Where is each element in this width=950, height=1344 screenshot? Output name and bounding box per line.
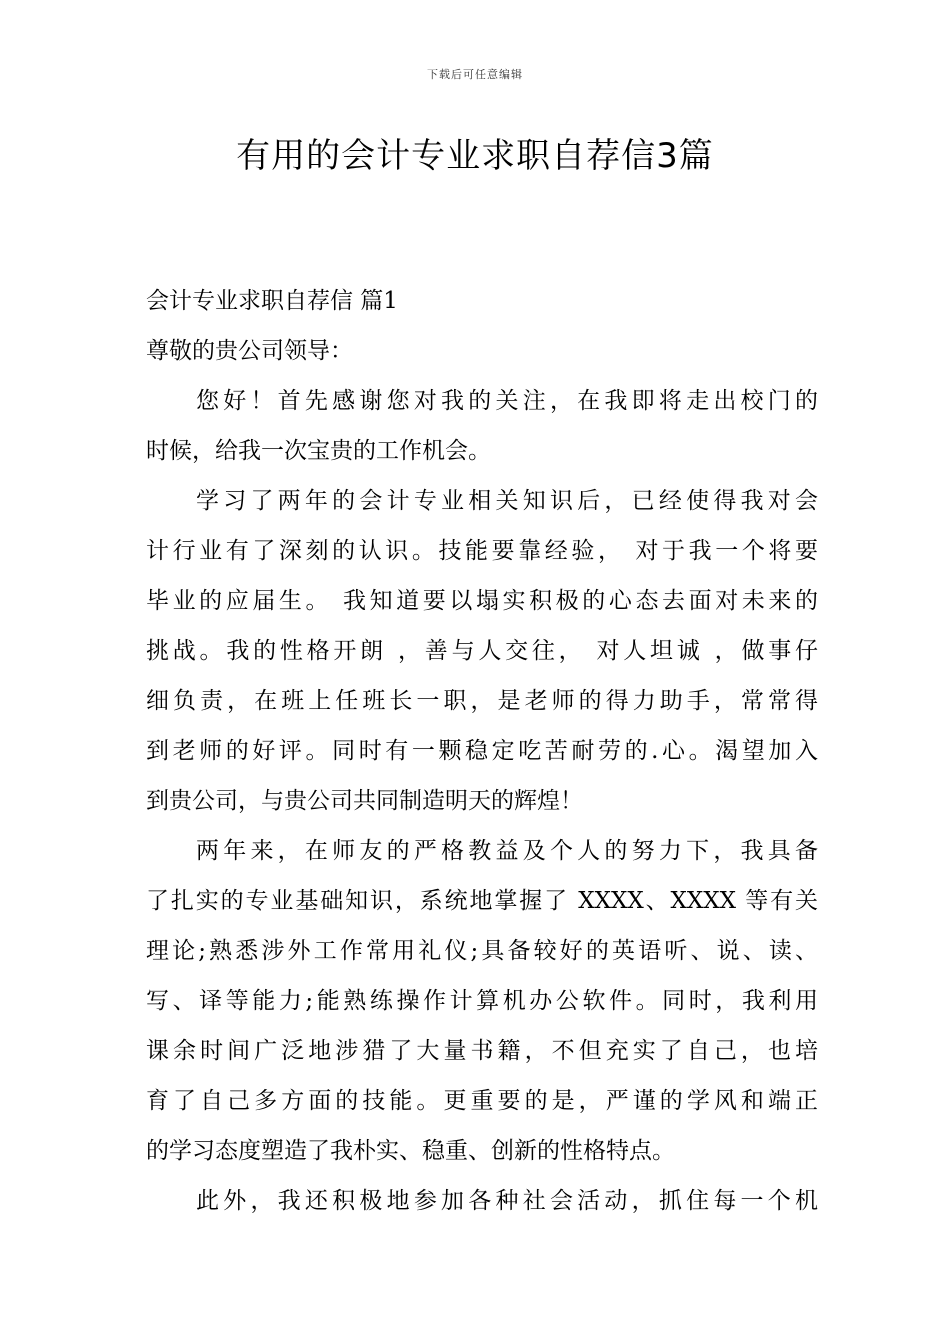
paragraph-line: 计行业有了深刻的认识。技能要靠经验， 对于我一个将要 [146,538,818,564]
paragraph-line: 到贵公司，与贵公司共同制造明天的辉煌！ [146,788,583,814]
paragraph-line: 学习了两年的会计专业相关知识后，已经使得我对会 [196,488,818,514]
paragraph-line: 课余时间广泛地涉猎了大量书籍，不但充实了自己，也培 [146,1038,818,1064]
salutation: 尊敬的贵公司领导： [146,338,353,364]
paragraph-line: 时候，给我一次宝贵的工作机会。 [146,438,491,464]
paragraph-line: 两年来，在师友的严格教益及个人的努力下，我具备 [196,838,818,864]
header-note: 下载后可任意编辑 [427,68,523,81]
letter-body [146,276,818,1226]
section-heading: 会计专业求职自荐信 篇1 [146,288,398,314]
paragraph-line: 育了自己多方面的技能。更重要的是，严谨的学风和端正 [146,1088,818,1114]
paragraph-line: 理论;熟悉涉外工作常用礼仪;具备较好的英语听、说、读、 [146,938,818,964]
paragraph-line: 挑战。我的性格开朗 ，善与人交往， 对人坦诚 ，做事仔 [146,638,818,664]
paragraph-line: 您好！首先感谢您对我的关注，在我即将走出校门的 [196,388,818,414]
paragraph-line: 了扎实的专业基础知识，系统地掌握了 XXXX、XXXX 等有关 [146,888,818,914]
paragraph-line: 写、译等能力;能熟练操作计算机办公软件。同时，我利用 [146,988,818,1014]
paragraph-line: 细负责，在班上任班长一职，是老师的得力助手，常常得 [146,688,818,714]
paragraph-line: 的学习态度塑造了我朴实、稳重、创新的性格特点。 [146,1138,675,1164]
document-title: 有用的会计专业求职自荐信3篇 [236,136,714,176]
paragraph-line: 毕业的应届生。 我知道要以塌实积极的心态去面对未来的 [146,588,818,614]
paragraph-line: 到老师的好评。同时有一颗稳定吃苦耐劳的.心。渴望加入 [146,738,818,764]
paragraph-line: 此外，我还积极地参加各种社会活动，抓住每一个机 [196,1188,818,1214]
